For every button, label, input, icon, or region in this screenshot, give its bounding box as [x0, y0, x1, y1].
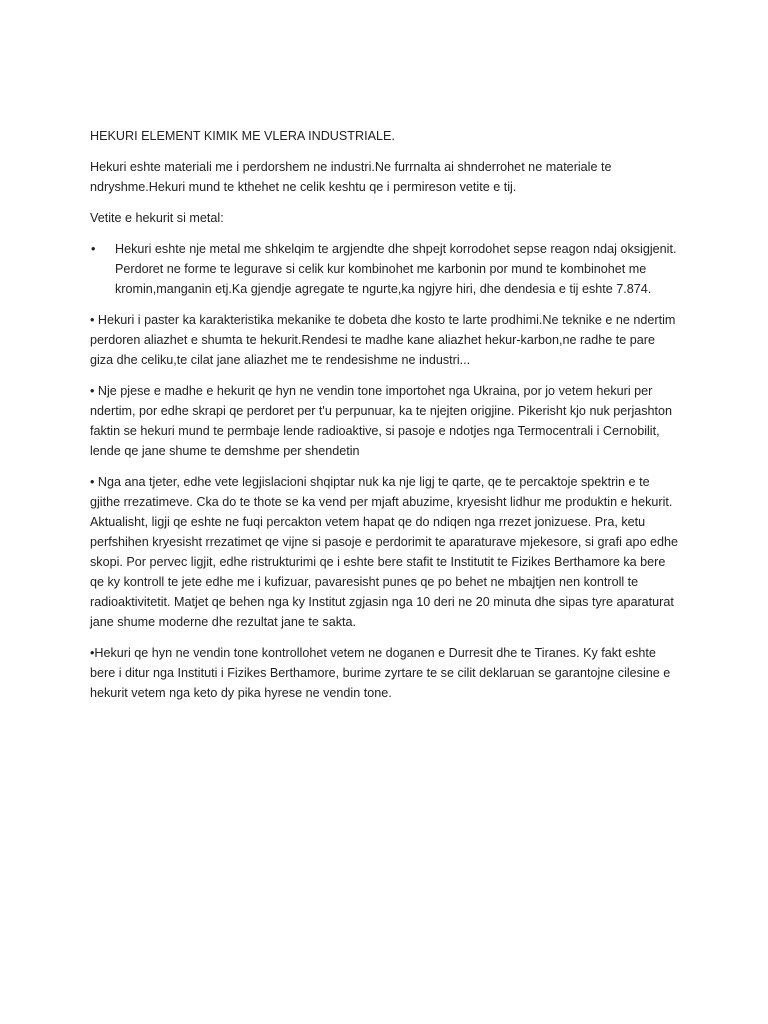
document-page [90, 126, 680, 714]
properties-heading: Vetite e hekurit si metal: [90, 211, 224, 225]
paragraph-imports: • Nje pjese e madhe e hekurit qe hyn ne vendin tone importohet nga Ukraina, por jo vetem hekuri per ndertim, por edhe skrapi qe perdoret per t'u perpunuar, ka te njejten origjine. Pikerisht kjo nuk perjashton faktin se hekuri mund te permbaje lende radioaktive, si pasoje e ndotjes nga Termocentrali i Cernobilit, lende qe jane shume te demshme per shendetin [90, 384, 673, 458]
bullet-list-item [90, 239, 680, 299]
document-title: HEKURI ELEMENT KIMIK ME VLERA INDUSTRIALE. [90, 129, 395, 143]
paragraph-alloys: • Hekuri i paster ka karakteristika mekanike te dobeta dhe kosto te larte prodhimi.Ne teknike e ne ndertim perdoren aliazhet e shumta te hekurit.Rendesi te madhe kane aliazhet hekur-karbon,ne radhe te pare giza dhe celiku,te cilat jane aliazhet me te rendesishme ne industri... [90, 313, 676, 367]
bullet-marker: • [91, 242, 96, 256]
paragraph-customs-control: •Hekuri qe hyn ne vendin tone kontrollohet vetem ne doganen e Durresit dhe te Tiranes. Ky fakt eshte bere i ditur nga Instituti i Fizikes Berthamore, burime zyrtare te se cilit deklaruan se garantojne cilesine e hekurit vetem nga keto dy pika hyrese ne vendin tone. [90, 646, 671, 700]
intro-paragraph: Hekuri eshte materiali me i perdorshem ne industri.Ne furrnalta ai shnderrohet ne materiale te ndryshme.Hekuri mund te kthehet ne celik keshtu qe i permireson vetite e tij. [90, 160, 612, 194]
bullet-text: Hekuri eshte nje metal me shkelqim te argjendte dhe shpejt korrodohet sepse reagon ndaj oksigjenit. Perdoret ne forme te legurave si celik kur kombinohet me karbonin por mund te kombinohet me kromin,manganin etj.Ka gjendje agregate te ngurte,ka ngjyre hiri, dhe dendesia e tij eshte 7.874. [115, 242, 677, 296]
paragraph-legislation: • Nga ana tjeter, edhe vete legjislacioni shqiptar nuk ka nje ligj te qarte, qe te percaktoje spektrin e te gjithe rrezatimeve. Cka do te thote se ka vend per mjaft abuzime, kryesisht lidhur me produktin e hekurit. Aktualisht, ligji qe eshte ne fuqi percakton vetem hapat qe do ndiqen nga rrezet jonizuese. Pra, ketu perfshihen kryesisht rrezatimet qe vijne si pasoje e perdorimit te aparaturave mjekesore, si grafi apo edhe skopi. Por pervec ligjit, edhe ristrukturimi qe i eshte bere stafit te Institutit te Fizikes Berthamore ka bere qe ky kontroll te jete edhe me i kufizuar, pavaresisht punes qe po behet ne mbajtjen nen kontroll te radioaktivitetit. Matjet qe behen nga ky Institut zgjasin nga 10 deri ne 20 minuta dhe sipas tyre aparaturat jane shume moderne dhe rezultat jane te sakta. [90, 475, 679, 629]
